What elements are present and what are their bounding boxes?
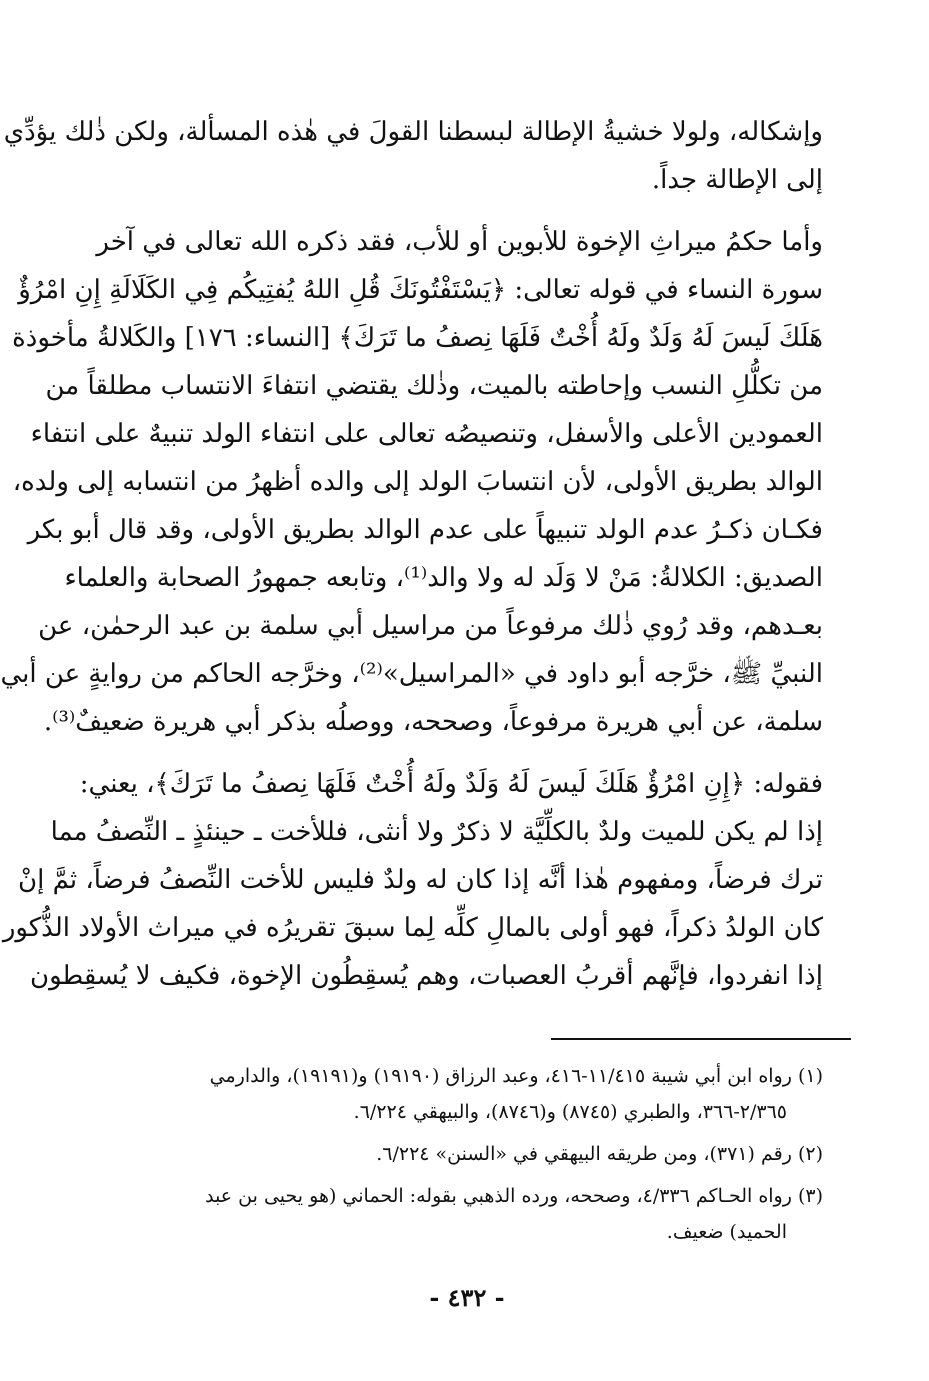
text-line: كان الولدُ ذكراً، فهو أولى بالمالِ كلِّه لِما سبقَ تقريرُه في ميراث الأولاد الذُّكور — [2, 913, 823, 943]
page-number: - ٤٣٢ - — [429, 1283, 505, 1312]
text-line: فكـان ذكـرُ عدم الولد تنبيهاً على عدم الوالد بطريق الأولى، وقد قال أبو بكر — [27, 515, 823, 545]
paragraph-3 — [2, 760, 823, 1000]
text-line: ترك فرضاً، ومفهوم هٰذا أنَّه إذا كان له ولدٌ فليس للأخت النِّصفُ فرضاً، ثمَّ إنْ — [18, 865, 823, 895]
text-line: الصديق: الكلالةُ: مَنْ لا وَلَد له ولا والد⁽¹⁾، وتابعه جمهورُ الصحابة والعلماء — [64, 563, 823, 593]
text-line: وإشكاله، ولولا خشيةُ الإطالة لبسطنا القولَ في هٰذه المسألة، ولكن ذٰلك يؤدِّي — [3, 117, 823, 147]
footnote-1 — [83, 1058, 823, 1130]
text-line: هَلَكَ لَيسَ لَهُ وَلَدٌ ولَهُ أُخْتٌ فَلَهَا نِصفُ ما تَرَكَ﴾ [النساء: ١٧٦] والكَلالةُ مأخوذة — [12, 323, 823, 353]
footnotes — [83, 1058, 823, 1256]
footnote-line: الحميد) ضعيف. — [666, 1221, 787, 1243]
text-line: إذا انفردوا، فإنَّهم أقربُ العصبات، وهم يُسقِطُون الإخوة، فكيف لا يُسقِطون — [30, 961, 823, 991]
main-text — [0, 108, 823, 1000]
text-line: من تكلُّلِ النسب وإحاطته بالميت، وذٰلك يقتضي انتفاءَ الانتساب مطلقاً من — [45, 371, 823, 401]
text-line: الوالد بطريق الأولى، لأن انتسابَ الولد إلى والده أظهرُ من انتسابه إلى ولده، — [12, 467, 823, 497]
text-line: بعـدهم، وقد رُوي ذٰلك مرفوعاً من مراسيل أبي سلمة بن عبد الرحمٰن، عن — [38, 611, 823, 641]
footnote-3 — [83, 1178, 823, 1250]
text-line: سورة النساء في قوله تعالى: ﴿يَسْتَفْتُونَكَ قُلِ اللهُ يُفتِيكُم فِي الكَلَالَةِ إِنِ امْرُؤٌ — [18, 275, 823, 305]
footnote-line: (١) رواه ابن أبي شيبة ١١/٤١٥-٤١٦، وعبد الرزاق (١٩١٩٠) و(١٩١٩١)، والدارمي — [209, 1065, 823, 1087]
text-line: إلى الإطالة جداً. — [651, 165, 823, 195]
text-line: سلمة، عن أبي هريرة مرفوعاً، وصححه، ووصلُه بذكر أبي هريرة ضعيفٌ⁽³⁾. — [43, 707, 823, 737]
footnote-line: (٢) رقم (٣٧١)، ومن طريقه البيهقي في «السنن» ٦/٢٢٤. — [376, 1143, 823, 1165]
paragraph-1 — [3, 108, 823, 204]
text-line: فقوله: ﴿إِنِ امْرُؤٌ هَلَكَ لَيسَ لَهُ وَلَدٌ ولَهُ أُخْتٌ فَلَهَا نِصفُ ما تَرَكَ﴾، يعني: — [79, 769, 823, 799]
footnote-line: ٢/٣٦٥-٣٦٦، والطبري (٨٧٤٥) و(٨٧٤٦)، والبيهقي ٦/٢٢٤. — [353, 1101, 787, 1123]
footnote-line: (٣) رواه الحـاكم ٤/٣٣٦، وصححه، ورده الذهبي بقوله: الحماني (هو يحيى بن عبد — [205, 1185, 823, 1207]
paragraph-2 — [0, 218, 823, 746]
text-line: العمودين الأعلى والأسفل، وتنصيصُه تعالى على انتفاء الولد تنبيهٌ على انتفاء — [30, 419, 823, 449]
footnote-divider — [551, 1038, 851, 1040]
text-line: وأما حكمُ ميراثِ الإخوة للأبوين أو للأب، فقد ذكره الله تعالى في آخر — [96, 227, 823, 257]
text-line: النبيِّ ﷺ، خرَّجه أبو داود في «المراسيل»⁽²⁾، وخرَّجه الحاكم من روايةٍ عن أبي — [0, 659, 823, 689]
text-line: إذا لم يكن للميت ولدٌ بالكلِّيَّة لا ذكرٌ ولا أنثى، فللأخت ـ حينئذٍ ـ النِّصفُ مما — [50, 817, 823, 847]
footnote-2 — [83, 1136, 823, 1172]
